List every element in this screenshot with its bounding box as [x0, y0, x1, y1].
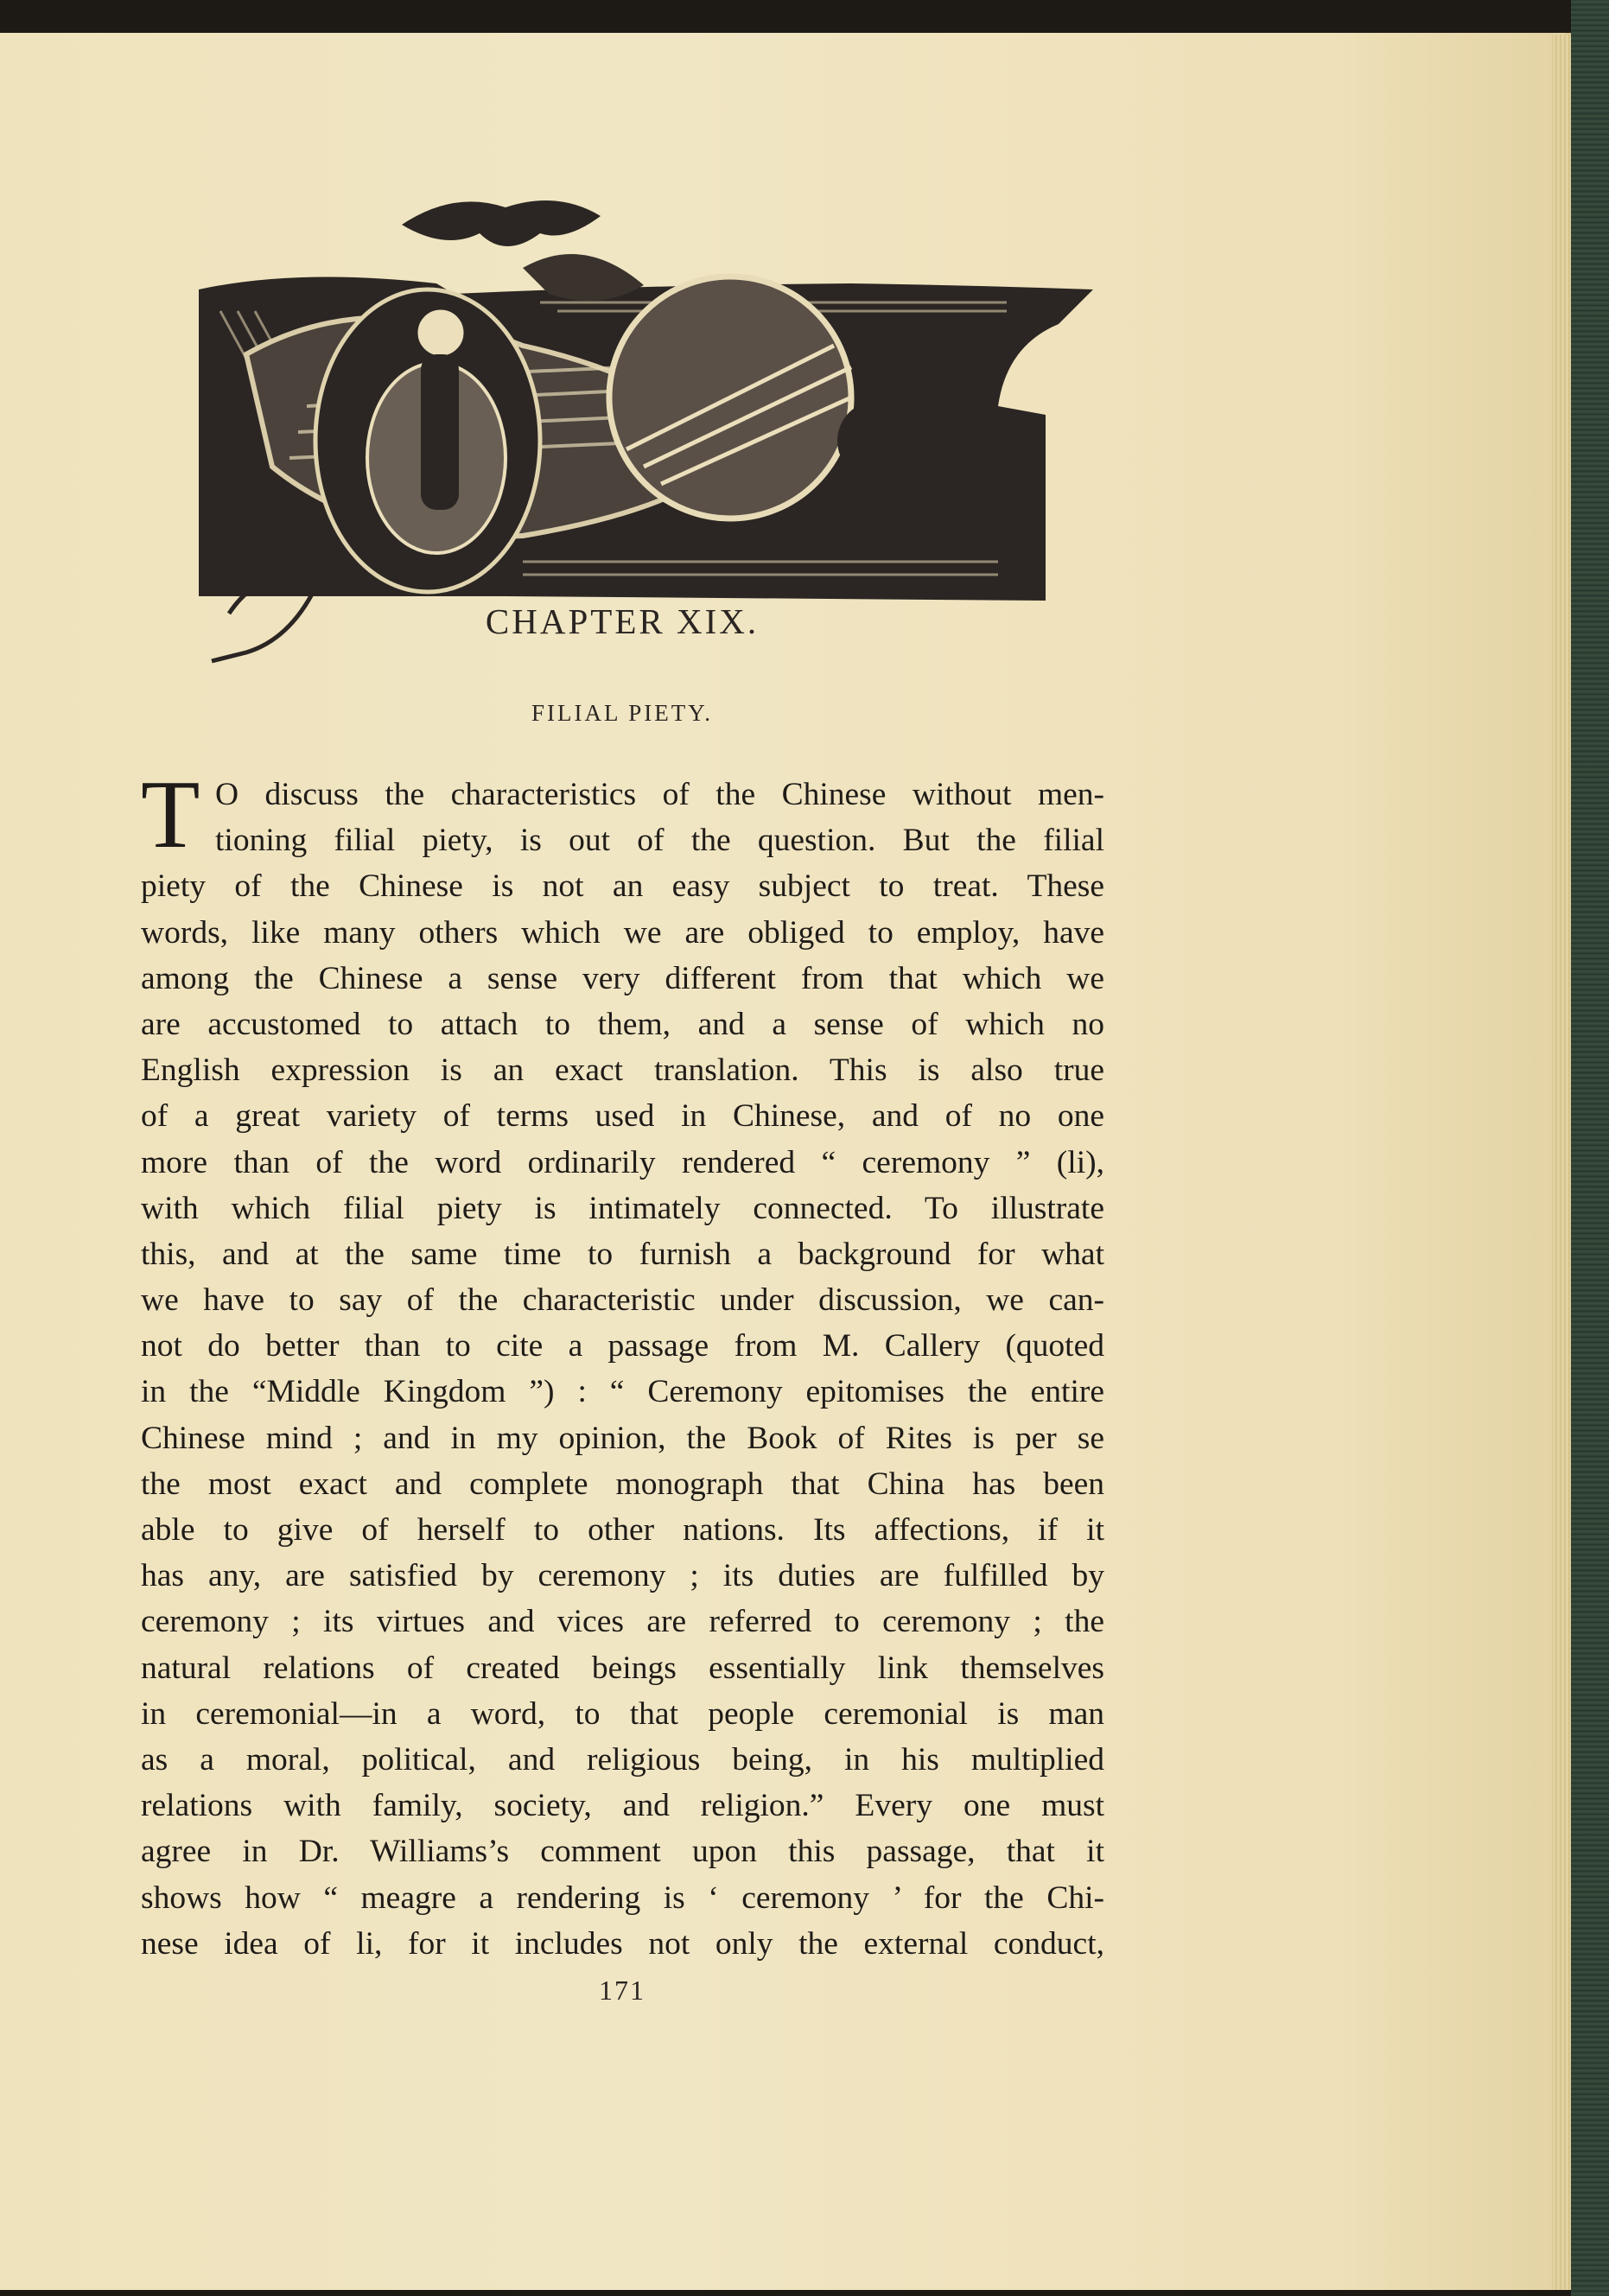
text-line: relations with family, society, and religion.” Every one must: [141, 1788, 1104, 1824]
text-line: with which filial piety is intimately connected. To illustrate: [141, 1190, 1104, 1226]
chapter-subtitle: FILIAL PIETY.: [531, 700, 713, 726]
text-line: the most exact and complete monograph that China has been: [141, 1466, 1104, 1502]
text-line: nese idea of li, for it includes not only the external conduct,: [141, 1925, 1104, 1962]
text-line: Chinese mind ; and in my opinion, the Book of Rites is per se: [141, 1420, 1104, 1456]
text-line: not do better than to cite a passage from M. Callery (quoted: [141, 1328, 1104, 1364]
page-number: 171: [599, 1975, 646, 2006]
chapter-vignette-illustration: [194, 181, 1097, 665]
text-line: in ceremonial—in a word, to that people ceremonial is man: [141, 1695, 1104, 1732]
text-line: words, like many others which we are obliged to employ, have: [141, 914, 1104, 951]
chapter-heading: CHAPTER XIX.: [485, 601, 760, 641]
text-line: agree in Dr. Williams’s comment upon this passage, that it: [141, 1834, 1104, 1870]
text-line: has any, are satisfied by ceremony ; its duties are fulfilled by: [141, 1558, 1104, 1594]
drop-cap-letter: T: [141, 761, 200, 868]
text-line: of a great variety of terms used in Chinese, and of no one: [141, 1098, 1104, 1135]
text-line: English expression is an exact translation. This is also true: [141, 1053, 1104, 1089]
text-line: piety of the Chinese is not an easy subject to treat. These: [141, 868, 1104, 905]
text-line: natural relations of created beings essentially link themselves: [141, 1650, 1104, 1686]
text-line: tioning filial piety, is out of the question. But the filial: [215, 823, 1104, 859]
text-line: in the “Middle Kingdom ”) : “ Ceremony epitomises the entire: [141, 1374, 1104, 1410]
text-line: shows how “ meagre a rendering is ‘ ceremony ’ for the Chi-: [141, 1879, 1104, 1916]
page-edge: [1552, 35, 1571, 2290]
text-line: more than of the word ordinarily rendered “ ceremony ” (li),: [141, 1144, 1104, 1180]
text-line: as a moral, political, and religious being, in his multiplied: [141, 1741, 1104, 1778]
text-line: this, and at the same time to furnish a background for what: [141, 1236, 1104, 1272]
text-line: ceremony ; its virtues and vices are referred to ceremony ; the: [141, 1604, 1104, 1640]
chapter-body-text: [141, 761, 1104, 1967]
text-line: are accustomed to attach to them, and a sense of which no: [141, 1006, 1104, 1042]
book-cover-cloth: [1571, 0, 1609, 2296]
text-line: able to give of herself to other nations. Its affections, if it: [141, 1512, 1104, 1548]
text-line: we have to say of the characteristic under discussion, we can-: [141, 1282, 1104, 1319]
text-line: O discuss the characteristics of the Chinese without men-: [215, 777, 1104, 812]
text-line: among the Chinese a sense very different from that which we: [141, 960, 1104, 996]
